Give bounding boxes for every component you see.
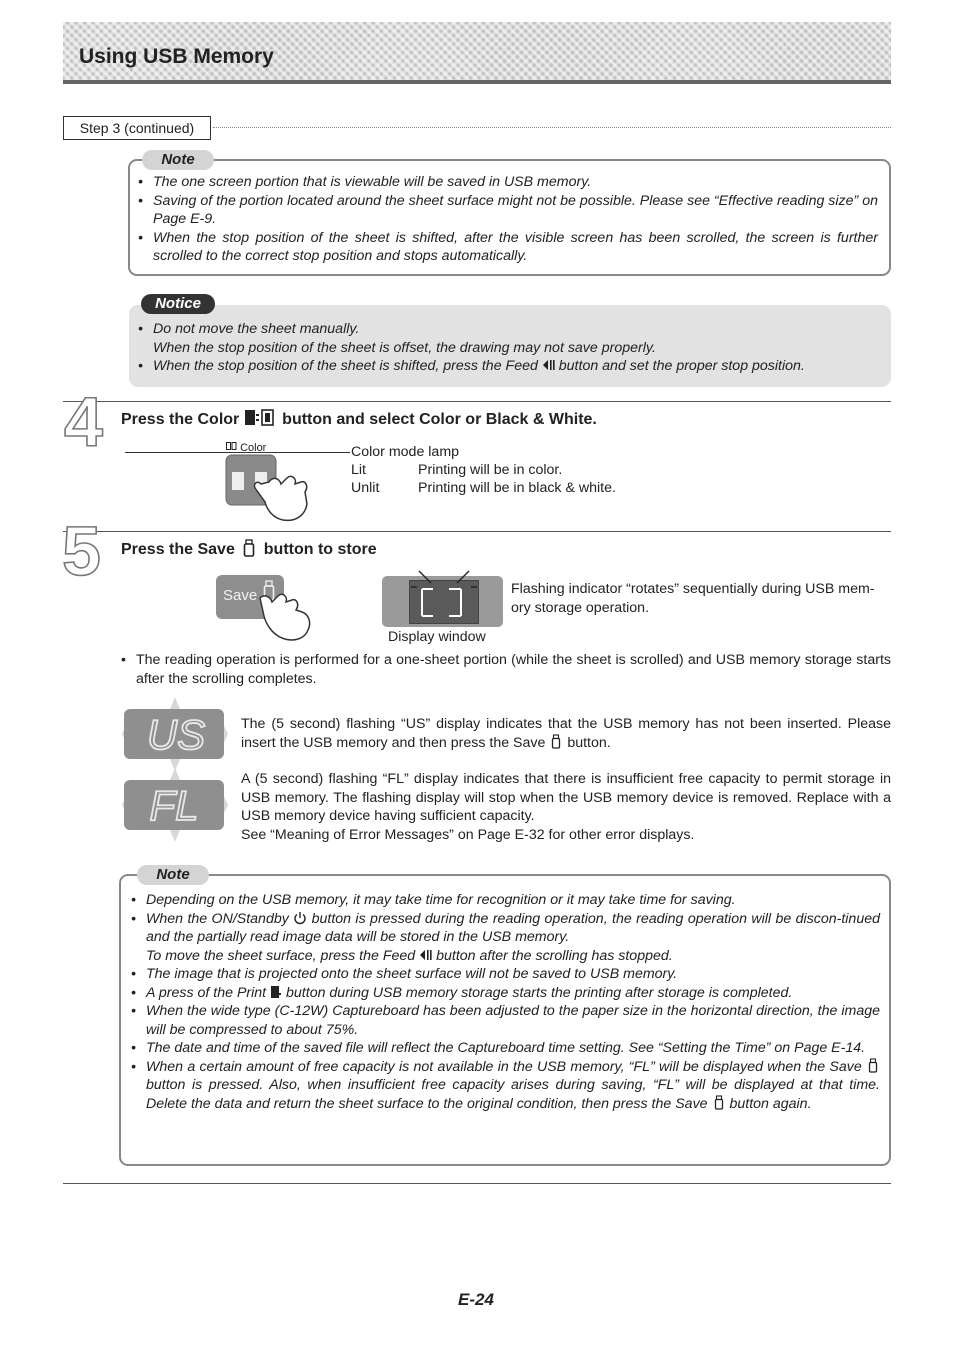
- notice-list: [138, 320, 883, 376]
- note-item-text: button again.: [729, 1095, 812, 1112]
- svg-text:FL: FL: [149, 782, 199, 829]
- feed-icon: [419, 949, 432, 961]
- callout-line: [125, 452, 350, 453]
- note-item: • The one screen portion that is viewable will be saved in USB memory.: [138, 173, 878, 192]
- heading-text: Press the Color: [121, 411, 240, 428]
- us-display-illustration: [120, 695, 230, 773]
- step-divider: [63, 401, 891, 402]
- hand-press-icon: [258, 592, 318, 644]
- note-item-text: To move the sheet surface, press the Feed: [146, 947, 416, 964]
- notice-item-text: button and set the proper stop position.: [558, 358, 805, 374]
- step-4-number: [60, 386, 112, 450]
- usb-save-icon: [239, 539, 259, 557]
- fl-description: A (5 second) flashing “FL” display indicates that there is insufficient free capacity to permit storage in USB memory. The flashing display will stop when the USB memory device is removed. Replace with a USB memory device having sufficient capacity.: [241, 771, 891, 824]
- note-list: [131, 891, 880, 1113]
- note-item: [131, 1058, 880, 1114]
- note-item: • Depending on the USB memory, it may take time for recognition or it may take time for saving.: [131, 891, 880, 910]
- note-item-text: button is pressed during the reading operation, the reading operation will be discon-tinued and the partially read image data will be stored in the USB memory.: [146, 910, 880, 945]
- lamp-state: Unlit: [351, 480, 380, 496]
- step-divider: [63, 531, 891, 532]
- heading-text: button and select Color or Black & White.: [282, 411, 597, 428]
- step-5-heading: [121, 539, 377, 559]
- flashing-description: Flashing indicator “rotates” sequentially during USB mem-ory storage operation.: [511, 581, 875, 616]
- save-button-label: Save: [223, 587, 258, 604]
- note-label: Note: [137, 865, 209, 885]
- print-icon: [270, 985, 282, 999]
- fl-display-illustration: [120, 766, 230, 844]
- lamp-desc: Printing will be in color.: [418, 462, 563, 478]
- us-text: The (5 second) flashing “US” display indicates that the USB memory has not been inserted. Please insert the USB memory and then press the Save: [241, 716, 891, 751]
- color-mode-icon: [244, 409, 278, 427]
- us-description: [241, 715, 891, 752]
- note-item: • The date and time of the saved file will reflect the Captureboard time setting. See “Setting the Time” on Page E-14.: [131, 1039, 880, 1058]
- notice-item-text: When the stop position of the sheet is shifted, press the Feed: [153, 358, 538, 374]
- feed-icon: [542, 359, 555, 371]
- bottom-divider: [63, 1183, 891, 1184]
- lamp-title: Color mode lamp: [351, 444, 460, 460]
- step-4-heading: [121, 409, 597, 429]
- note-item-text: When the ON/Standby: [146, 910, 289, 927]
- svg-text:4: 4: [64, 386, 103, 450]
- notice-item-text: When the stop position of the sheet is offset, the drawing may not save properly.: [153, 339, 656, 356]
- us-text: button.: [567, 734, 611, 751]
- heading-text: Press the Save: [121, 541, 235, 558]
- usb-save-icon: [549, 734, 563, 749]
- notice-item: [138, 357, 883, 376]
- usb-save-icon: [712, 1095, 726, 1110]
- heading-text: button to store: [263, 541, 377, 558]
- svg-text:US: US: [146, 711, 206, 758]
- color-mode-small-icon: [226, 442, 237, 451]
- step-5-number: [60, 513, 112, 579]
- notice-label: Notice: [141, 294, 215, 314]
- fl-see-also: See “Meaning of Error Messages” on Page E-32 for other error displays.: [241, 827, 695, 843]
- svg-text:5: 5: [62, 513, 101, 579]
- note-label: Note: [142, 150, 214, 170]
- page-number: E-24: [458, 1290, 494, 1309]
- note-list: [138, 173, 878, 266]
- note-item: [131, 910, 880, 966]
- note-item: • When the stop position of the sheet is shifted, after the visible screen has been scrolled, the screen is further scrolled to the correct stop position and stops automatically.: [138, 229, 878, 266]
- color-button-illustration: [225, 452, 315, 524]
- usb-save-icon: [866, 1058, 880, 1073]
- note-item-text: button during USB memory storage starts the printing after storage is completed.: [286, 984, 793, 1001]
- lamp-desc: Printing will be in black & white.: [418, 480, 616, 496]
- note-item: • The image that is projected onto the sheet surface will not be saved to USB memory.: [131, 965, 880, 984]
- notice-item: [138, 320, 883, 357]
- flashing-indicator: [409, 565, 479, 625]
- color-label-text: Color: [240, 442, 267, 454]
- dotted-divider: [213, 127, 891, 128]
- notice-item-text: Do not move the sheet manually.: [153, 321, 360, 337]
- reading-note-item: • The reading operation is performed for a one-sheet portion (while the sheet is scrolled) and USB memory storage starts after the scrolling completes.: [121, 651, 891, 688]
- lamp-state: Lit: [351, 462, 366, 478]
- note-item-text: button is pressed. Also, when insufficient free capacity arises during saving, “FL” will be displayed at that time. Delete the data and return the sheet surface to the original condition, then press the Save: [146, 1077, 880, 1112]
- note-item: [131, 984, 880, 1003]
- power-icon: [293, 911, 307, 925]
- note-item-text: A press of the Print: [146, 984, 267, 1001]
- step-label: Step 3 (continued): [63, 116, 211, 140]
- note-item-text: When a certain amount of free capacity is not available in the USB memory, “FL” will be displayed when the Save: [146, 1058, 862, 1075]
- note-item-text: button after the scrolling has stopped.: [436, 947, 673, 964]
- note-item: • When the wide type (C-12W) Captureboard has been adjusted to the paper size in the horizontal direction, the image will be compressed to about 75%.: [131, 1002, 880, 1039]
- reading-note-list: [121, 651, 891, 688]
- page-title: Using USB Memory: [79, 45, 274, 68]
- note-item: • Saving of the portion located around the sheet surface might not be possible. Please see “Effective reading size” on Page E-9.: [138, 192, 878, 229]
- display-window-label: Display window: [388, 629, 486, 645]
